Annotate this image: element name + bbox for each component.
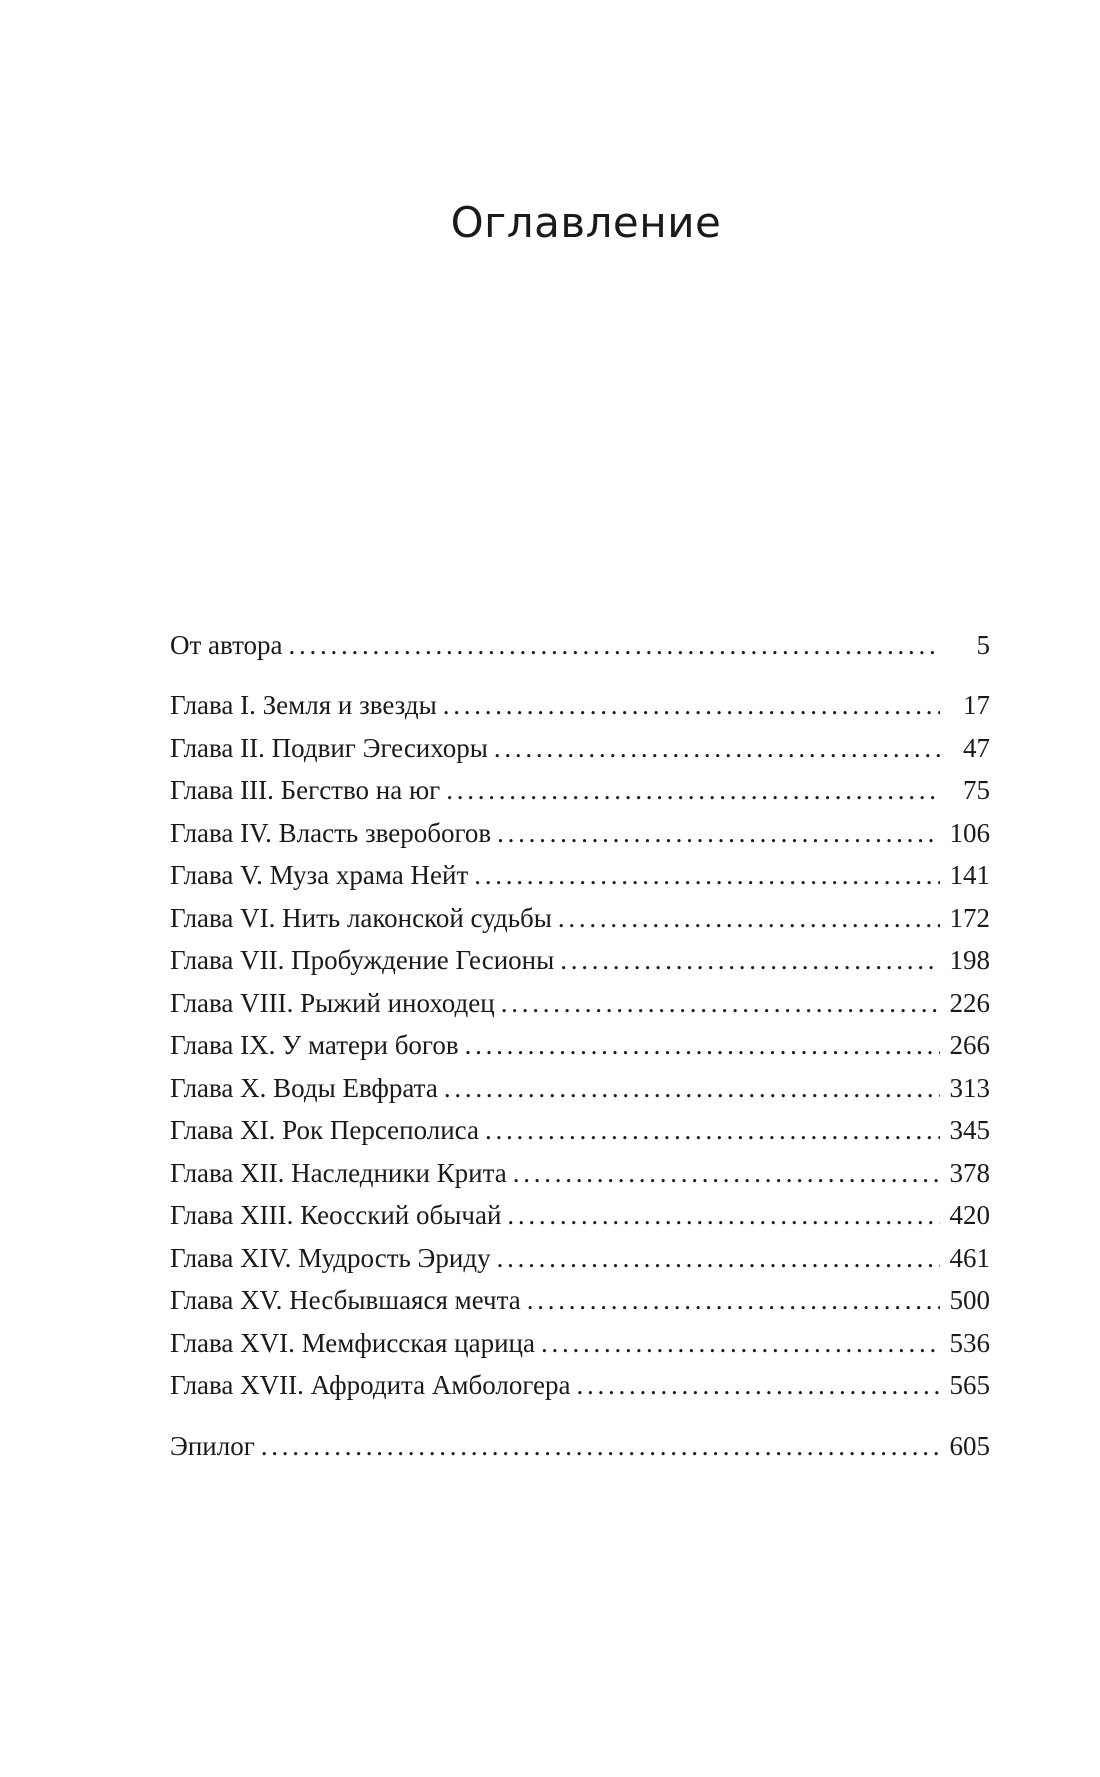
toc-entry-label: Глава VII. Пробуждение Гесионы [170,945,555,975]
toc-entry-chapter-3[interactable] [170,775,990,815]
dot-leader [501,988,940,1019]
toc-entry-chapter-14[interactable] [170,1243,990,1283]
toc-entry-label: Глава IV. Власть зверобогов [170,818,492,848]
toc-entry-chapter-15[interactable] [170,1285,990,1325]
toc-entry-page: 461 [949,1243,990,1273]
toc-entry-chapter-2[interactable] [170,733,990,773]
toc-entry-label: Глава VIII. Рыжий иноходец [170,988,495,1018]
dot-leader [497,818,940,849]
dot-leader [541,1328,940,1359]
toc-entry-chapter-1[interactable] [170,690,990,730]
dot-leader [560,945,940,976]
dot-leader [485,1115,940,1146]
toc-entry-label: Глава X. Воды Евфрата [170,1073,438,1103]
toc-entry-page: 75 [963,775,990,805]
toc-entry-chapter-11[interactable] [170,1115,990,1155]
toc-entry-label: Глава XII. Наследники Крита [170,1158,507,1188]
toc-entry-label: Глава XVI. Мемфисская царица [170,1328,535,1358]
toc-entry-label: Эпилог [170,1431,255,1461]
toc-entry-label: Глава V. Муза храма Нейт [170,860,469,890]
toc-entry-page: 420 [949,1200,990,1230]
dot-leader [497,1243,940,1274]
toc-entry-page: 5 [976,630,990,660]
toc-entry-label: Глава III. Бегство на юг [170,775,441,805]
toc-entry-page: 106 [949,818,990,848]
toc-entry-chapter-5[interactable] [170,860,990,900]
toc-entry-label: Глава I. Земля и звезды [170,690,437,720]
toc-entry-page: 17 [963,690,990,720]
toc-entry-label: Глава VI. Нить лаконской судьбы [170,903,552,933]
toc-entry-chapter-12[interactable] [170,1158,990,1198]
toc-entry-chapter-7[interactable] [170,945,990,985]
dot-leader [261,1431,940,1462]
toc-entry-page: 266 [949,1030,990,1060]
toc-entry-page: 536 [949,1328,990,1358]
toc-entry-label: Глава IX. У матери богов [170,1030,459,1060]
toc-entry-chapter-9[interactable] [170,1030,990,1070]
toc-entry-chapter-16[interactable] [170,1328,990,1368]
toc-entry-chapter-10[interactable] [170,1073,990,1113]
toc-entry-page: 605 [949,1431,990,1461]
toc-entry-chapter-13[interactable] [170,1200,990,1240]
toc-entry-page: 313 [949,1073,990,1103]
toc-entry-page: 565 [949,1370,990,1400]
dot-leader [558,903,940,934]
toc-entry-page: 198 [949,945,990,975]
toc-entry-from-author[interactable] [170,630,990,670]
toc-entry-label: Глава XV. Несбывшаяся мечта [170,1285,521,1315]
toc-entry-page: 345 [949,1115,990,1145]
toc-entry-page: 172 [949,903,990,933]
dot-leader [513,1158,940,1189]
toc-entry-label: Глава II. Подвиг Эгесихоры [170,733,488,763]
toc-entry-epilogue[interactable] [170,1431,990,1471]
toc-entry-label: Глава XI. Рок Персеполиса [170,1115,479,1145]
toc-entry-chapter-6[interactable] [170,903,990,943]
toc-entry-label: Глава XIII. Кеосский обычай [170,1200,502,1230]
toc-entry-page: 226 [949,988,990,1018]
toc-entry-label: Глава XIV. Мудрость Эриду [170,1243,491,1273]
toc-entry-page: 141 [949,860,990,890]
toc-entry-page: 500 [949,1285,990,1315]
toc-entry-page: 47 [963,733,990,763]
dot-leader [507,1200,940,1231]
page-title: Оглавление [450,198,722,247]
toc-entry-chapter-17[interactable] [170,1370,990,1410]
dot-leader [446,775,940,806]
dot-leader [444,1073,940,1104]
toc-entry-chapter-8[interactable] [170,988,990,1028]
dot-leader [443,690,940,721]
dot-leader [474,860,940,891]
dot-leader [465,1030,940,1061]
dot-leader [494,733,940,764]
dot-leader [527,1285,940,1316]
toc-entry-label: От автора [170,630,283,660]
dot-leader [289,630,940,661]
dot-leader [577,1370,940,1401]
toc-entry-page: 378 [949,1158,990,1188]
toc-entry-label: Глава XVII. Афродита Амбологера [170,1370,571,1400]
toc-entry-chapter-4[interactable] [170,818,990,858]
